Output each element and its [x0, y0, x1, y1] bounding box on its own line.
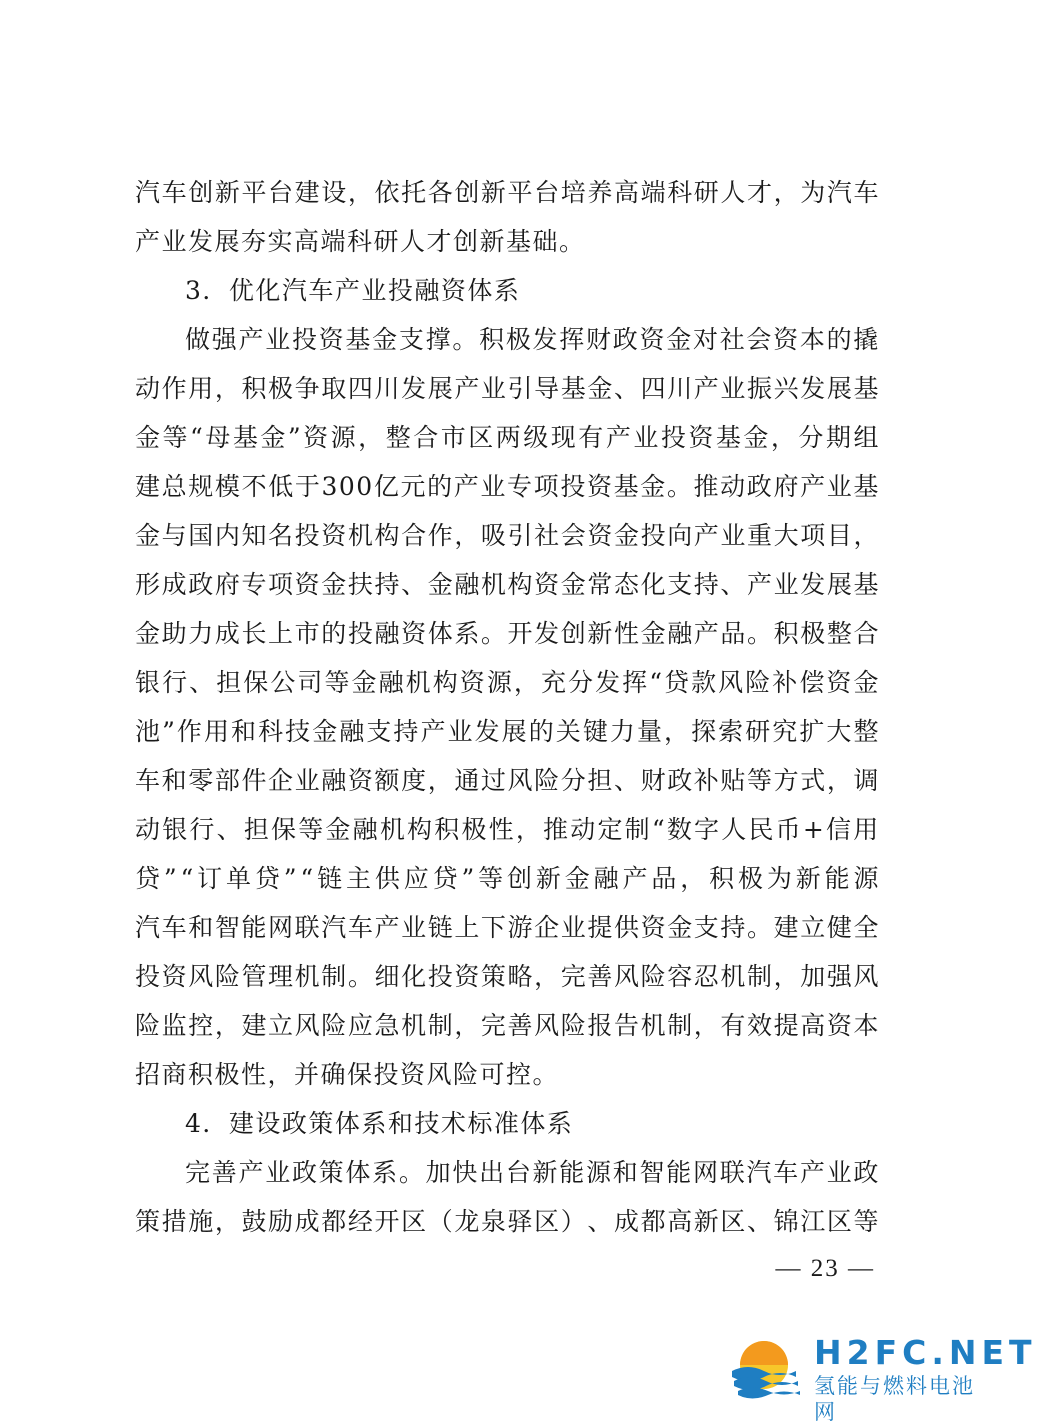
body-text-line: 做 强 产 业 投 资 基 金 支 撑 。 积 极 发 挥 财 政 资 金 对 社 会 资 本 的 撬: [185, 325, 880, 354]
body-text-line: 建 总 规 模 不 低 于 300 亿 元 的 产 业 专 项 投 资 基 金 。 推 动 政 府 产 业 基: [135, 472, 880, 501]
watermark-title: H2FC.NET: [814, 1333, 1037, 1372]
body-text-line: 招商积极性，并确保投资风险可控。: [135, 1060, 560, 1089]
section-heading: 4．建设政策体系和技术标准体系: [185, 1109, 574, 1138]
body-text-line: 动 银 行 、 担 保 等 金 融 机 构 积 极 性 ， 推 动 定 制 “ 数 字 人 民 币 + 信 用: [135, 815, 880, 844]
watermark-subtitle: 氢能与燃料电池网: [814, 1374, 975, 1424]
body-text-line: 金 等 “ 母 基 金 ” 资 源 ， 整 合 市 区 两 级 现 有 产 业 投 资 基 金 ， 分 期 组: [135, 423, 880, 452]
body-text-line: 金 助 力 成 长 上 市 的 投 融 资 体 系 。 开 发 创 新 性 金 融 产 品 。 积 极 整 合: [135, 619, 880, 648]
watermark: [728, 1333, 1037, 1424]
section-heading: 3．优化汽车产业投融资体系: [185, 276, 521, 305]
body-text-line: 贷 ” “ 订 单 贷 ” “ 链 主 供 应 贷 ” 等 创 新 金 融 产 品 ， 积 极 为 新 能 源: [135, 864, 880, 893]
body-text-line: 银 行 、 担 保 公 司 等 金 融 机 构 资 源 ， 充 分 发 挥 “ 贷 款 风 险 补 偿 资 金: [135, 668, 880, 697]
body-text-line: 险 监 控 ， 建 立 风 险 应 急 机 制 ， 完 善 风 险 报 告 机 制 ， 有 效 提 高 资 本: [135, 1011, 880, 1040]
body-text-line: 金 与 国 内 知 名 投 资 机 构 合 作 ， 吸 引 社 会 资 金 投 向 产 业 重 大 项 目 ，: [135, 521, 880, 550]
body-text-line: 池 ” 作 用 和 科 技 金 融 支 持 产 业 发 展 的 关 键 力 量 ， 探 索 研 究 扩 大 整: [135, 717, 880, 746]
document-body: [135, 168, 880, 1246]
body-text-line: 汽 车 创 新 平 台 建 设 ， 依 托 各 创 新 平 台 培 养 高 端 科 研 人 才 ， 为 汽 车: [135, 178, 880, 207]
body-text-line: 形 成 政 府 专 项 资 金 扶 持 、 金 融 机 构 资 金 常 态 化 支 持 、 产 业 发 展 基: [135, 570, 880, 599]
body-text-line: 策 措 施 ， 鼓 励 成 都 经 开 区 （ 龙 泉 驿 区 ） 、 成 都 高 新 区 、 锦 江 区 等: [135, 1207, 880, 1236]
body-text-line: 汽 车 和 智 能 网 联 汽 车 产 业 链 上 下 游 企 业 提 供 资 金 支 持 。 建 立 健 全: [135, 913, 880, 942]
body-text-line: 投 资 风 险 管 理 机 制 。 细 化 投 资 策 略 ， 完 善 风 险 容 忍 机 制 ， 加 强 风: [135, 962, 880, 991]
body-text-line: 动 作 用 ， 积 极 争 取 四 川 发 展 产 业 引 导 基 金 、 四 川 产 业 振 兴 发 展 基: [135, 374, 880, 403]
page-number: — 23 —: [775, 1255, 875, 1282]
h2fc-logo-icon: [728, 1335, 806, 1401]
body-text-line: 完 善 产 业 政 策 体 系 。 加 快 出 台 新 能 源 和 智 能 网 联 汽 车 产 业 政: [185, 1158, 880, 1187]
body-text-line: 车 和 零 部 件 企 业 融 资 额 度 ， 通 过 风 险 分 担 、 财 政 补 贴 等 方 式 ， 调: [135, 766, 880, 795]
body-text-line: 产业发展夯实高端科研人才创新基础。: [135, 227, 586, 256]
